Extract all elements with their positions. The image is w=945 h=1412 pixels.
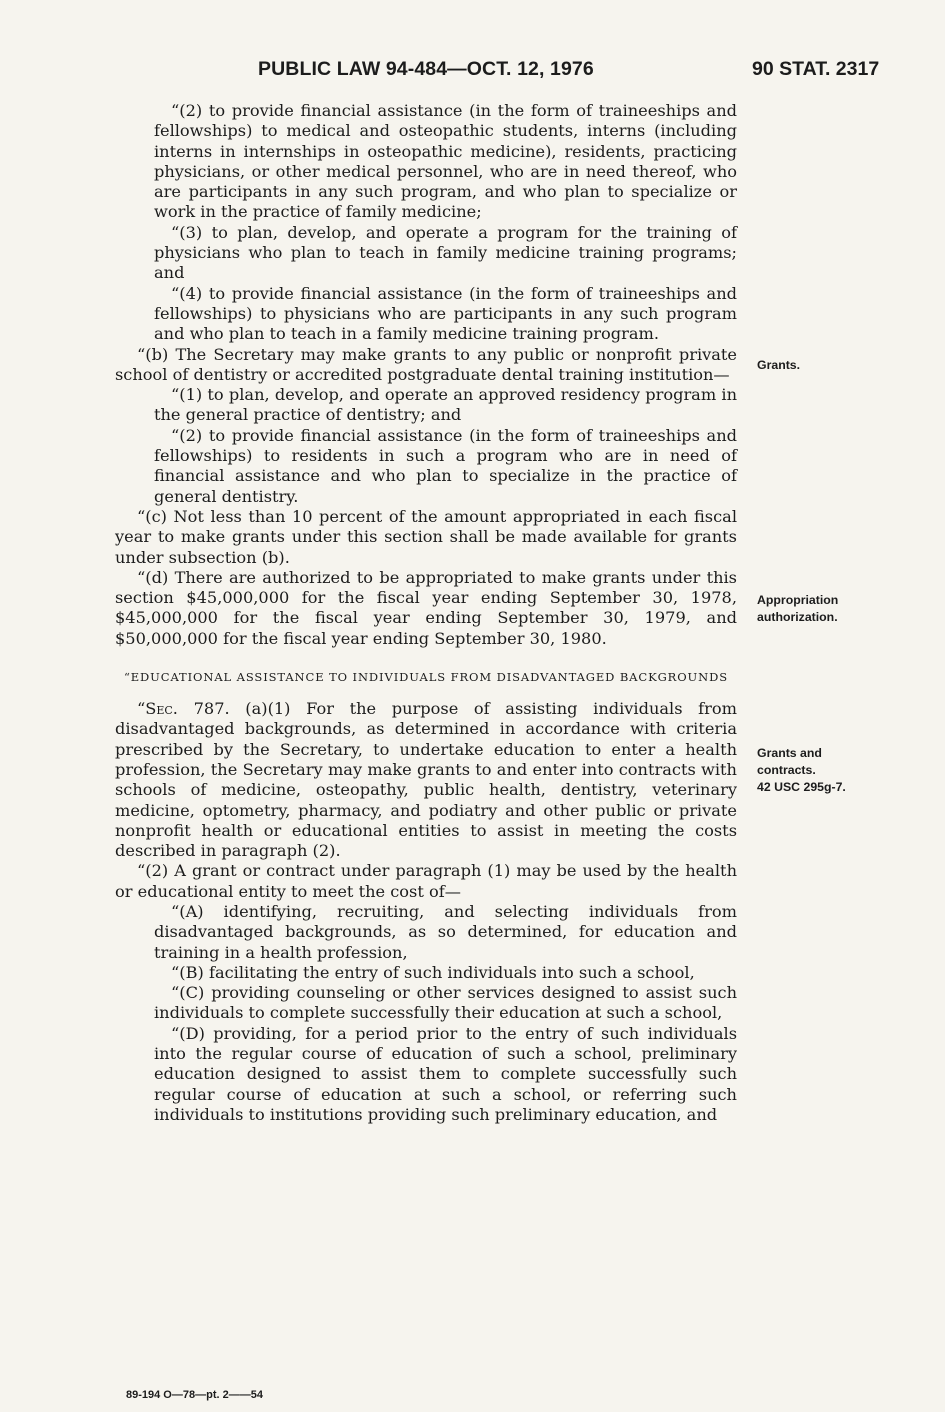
clause-A: “(A) identifying, recruiting, and selecting individuals from disadvantaged backgrounds, as so determined, for education and training in a health profession, [154,901,737,962]
clause-C: “(C) providing counseling or other services designed to assist such individuals to complete successfully their education at such a school, [154,983,737,1023]
paragraph-a2: “(2) to provide financial assistance (in the form of traineeships and fellowships) to medical and osteopathic students, interns (including interns in internships in osteopathic medicine), residents, practicing physicians, or other medical personnel, who are in need thereof, who are participants in any such program, and who plan to specialize or work in the practice of family medicine; [154,101,737,222]
paragraph-a3: “(3) to plan, develop, and operate a program for the training of physicians who plan to teach in family medicine training programs; and [154,222,737,283]
clause-B: “(B) facilitating the entry of such individuals into such a school, [171,962,695,982]
margin-note-usc-citation: 42 USC 295g-7. [757,780,846,794]
margin-note-grants-contracts-line1: Grants and [757,746,822,760]
footer-print-code: 89-194 O—78—pt. 2——54 [126,1389,263,1401]
margin-note-appropriation-line2: authorization. [757,610,838,624]
margin-note-grants-contracts-line2: contracts. [757,763,816,777]
section-787-a1-text: 787. (a)(1) For the purpose of assisting individuals from disadvantaged backgrounds, as determined in accordance with criteria prescribed by the Secretary, to undertake education to enter a health profession, the Secretary may make grants to and enter into contracts with schools of medicine, osteopathy, public health, dentistry, veterinary medicine, optometry, pharmacy, and podiatry and other public or private nonprofit health or educational entities to assist in meeting the costs described in paragraph (2). [115,699,737,861]
paragraph-b1: “(1) to plan, develop, and operate an approved residency program in the general practice of dentistry; and [154,385,737,425]
section-label: “Sec. [137,699,178,719]
statute-body [115,101,737,1125]
subsection-c: “(c) Not less than 10 percent of the amount appropriated in each fiscal year to make grants under this section shall be made available for grants under subsection (b). [115,506,737,567]
clause-D: “(D) providing, for a period prior to the entry of such individuals into the regular course of education of such a school, preliminary education designed to assist them to complete successfully such regular course of education at such a school, or referring such individuals to institutions providing such preliminary education, and [154,1023,737,1124]
subsection-d: “(d) There are authorized to be appropriated to make grants under this section $45,000,000 for the fiscal year ending September 30, 1978, $45,000,000 for the fiscal year ending September 30, 1979, and $50,000,000 for the fiscal year ending September 30, 1980. [115,567,737,648]
statute-page-number: 90 STAT. 2317 [752,58,880,80]
margin-note-grants-contracts [757,745,846,796]
paragraph-a4: “(4) to provide financial assistance (in the form of traineeships and fellowships) to physicians who are participants in any such program and who plan to teach in a family medicine training program. [154,283,737,344]
section-787-a2: “(2) A grant or contract under paragraph (1) may be used by the health or educational entity to meet the cost of— [115,861,737,901]
margin-note-appropriation [757,592,838,626]
page-header-title: PUBLIC LAW 94-484—OCT. 12, 1976 [258,58,594,80]
section-787-a1 [115,699,737,861]
margin-note-grants: Grants. [757,358,801,372]
section-heading: “EDUCATIONAL ASSISTANCE TO INDIVIDUALS FROM DISADVANTAGED BACKGROUNDS [123,670,729,685]
margin-note-appropriation-line1: Appropriation [757,593,839,607]
subsection-b: “(b) The Secretary may make grants to any public or nonprofit private school of dentistry or accredited postgraduate dental training institution— [115,344,737,384]
paragraph-b2: “(2) to provide financial assistance (in the form of traineeships and fellowships) to residents in such a program who are in need of financial assistance and who plan to specialize in the practice of general dentistry. [154,425,737,506]
